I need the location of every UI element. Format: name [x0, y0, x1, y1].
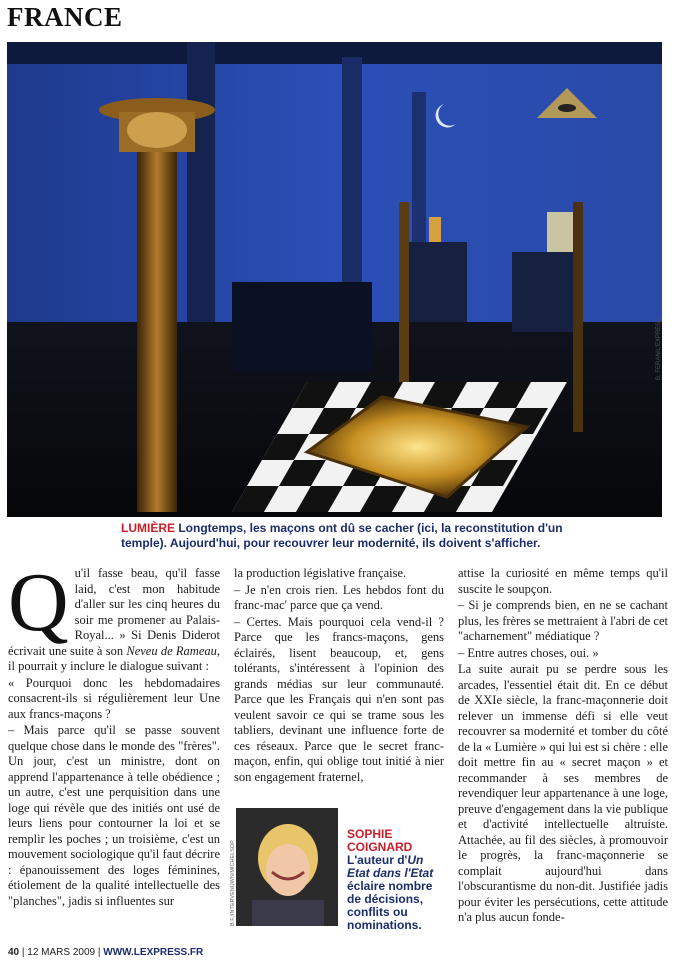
book-title: Un Etat dans l'Etat [347, 853, 434, 880]
caption-text: Longtemps, les maçons ont dû se cacher (ici, la reconstitution d'un temple). Aujourd'hui, pour recouvrer leur modernité, ils doivent s'afficher. [121, 521, 563, 550]
photo-credit: B. FERAN/L'EXPRESS [656, 317, 662, 380]
author-bio [347, 828, 447, 932]
website-link[interactable]: WWW.LEXPRESS.FR [103, 947, 204, 958]
drop-cap: Q [8, 556, 69, 649]
author-photo [236, 808, 338, 926]
article-paragraph: la production législative française. [234, 566, 407, 580]
page-footer: 40 | 12 MARS 2009 | WWW.LEXPRESS.FR [8, 947, 204, 958]
author-box [230, 808, 446, 932]
article-paragraph: « Pourquoi donc les hebdomadaires consacrent-ils si régulièrement leur Une aux francs-maçons ? [8, 675, 220, 721]
section-title: FRANCE [7, 2, 123, 32]
article-column-2 [234, 566, 444, 786]
author-photo-credit: B.F./INTERVENUWN/MICHELSOP [230, 840, 236, 926]
article-paragraph: – Certes. Mais pourquoi cela vend-il ? Parce que les francs-maçons, gens éclairés, lisent beaucoup, et, gens tolérants, s'intéressent à l'opinion des grands médias sur leur communauté. Parce que les Français qui n'en sont pas veulent savoir ce qui se trame sous les tabliers, devinant une influence forte de ces réseaux. Parce que le secret franc-maçon, enfin, qui oblige tout initié à nier son engagement fraternel, [234, 614, 444, 784]
article-paragraph: – Je n'en crois rien. Les hebdos font du franc-mac' parce que ça vend. [234, 582, 444, 612]
paragraph-text: , il pourrait y inclure le dialogue suivant : [8, 643, 220, 673]
article-paragraph [8, 556, 220, 675]
author-desc-text: L'auteur d' [347, 853, 408, 867]
article-paragraph: – Entre autres choses, oui. » [458, 645, 599, 660]
article-column-1 [8, 556, 220, 910]
issue-date: 12 MARS 2009 [27, 947, 96, 958]
page-number: 40 [8, 947, 20, 958]
book-title: Neveu de Rameau [126, 643, 217, 658]
temple-photo [7, 42, 662, 517]
article-column-3 [458, 566, 668, 927]
photo-caption [121, 521, 566, 551]
author-desc-text: éclaire nombre de décisions, conflits ou nominations. [347, 879, 433, 932]
article-paragraph: – Mais parce qu'il se passe souvent quelque chose dans le monde des "frères". Un jour, c'est un ministre, dont on apprend l'appartenance à telle obédience ; un autre, c'est une perquisition dans une loge qui révèle que des initiés ont usé de leurs liens pour contourner la loi et se remplir les poches ; un troisième, c'est un mouvement sociologique qu'il faut décrire : épanouissement des loges féminines, étiolement de la qualité intellectuelle des "planches", jadis si influentes sur [8, 723, 220, 908]
paragraph-text: u'il fasse beau, qu'il fasse laid, c'est mon habitude d'aller sur les cinq heures du soir me promener au Palais-Royal... » Si Denis Diderot écrivait une suite à son [8, 566, 220, 658]
author-name: SOPHIE COIGNARD [347, 827, 413, 854]
article-paragraph: attise la curiosité en même temps qu'il suscite le soupçon. [458, 566, 668, 596]
article-paragraph: – Si je comprends bien, en ne se cachant plus, les frères se mettraient à l'abri de cet "acharnement" médiatique ? [458, 598, 668, 643]
caption-keyword: LUMIÈRE [121, 521, 175, 535]
author-description [347, 854, 447, 932]
article-paragraph: La suite aurait pu se perdre sous les arcades, l'essentiel était dit. En ce début de XXIe siècle, la franc-maçonnerie doit relever un immense défi si elle veut recouvrer sa modernité et tomber du côté de la « Lumière » qui lui est si chère : elle doit mettre fin au « secret maçon » et recommander à ses membres de revendiquer leur appartenance à une loge, preuve d'engagement dans la vie publique et d'activité intellectuelle altruiste. Attachée, au fil des siècles, à promouvoir le progrès, la franc-maçonnerie se complait aujourd'hui dans l'obscurantisme du non-dit. Justifiée jadis pour éviter les persécutions, cette attitude n'a plus aucun fonde- [458, 662, 668, 924]
